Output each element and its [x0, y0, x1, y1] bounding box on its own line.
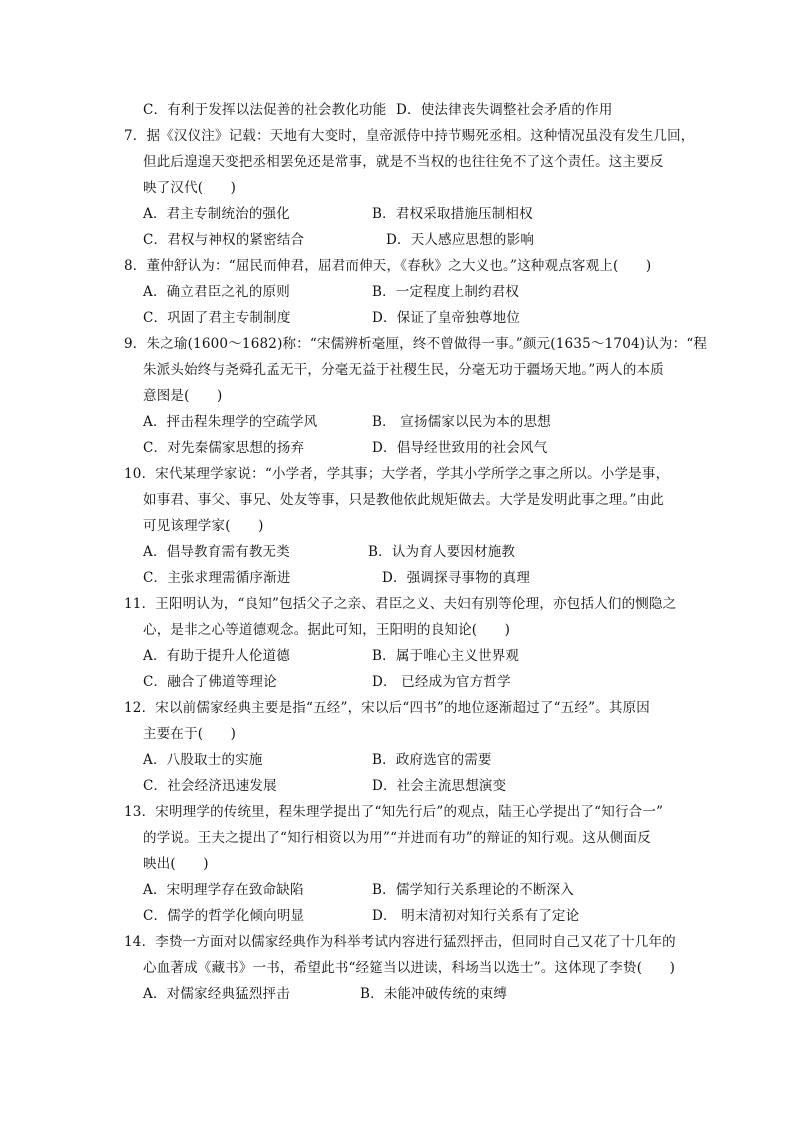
q8-option-b: B．一定程度上制约君权	[372, 284, 520, 300]
q11-option-c: C．融合了佛道等理论	[143, 674, 277, 690]
q13-stem-line2: 的学说。王夫之提出了“知行相资以为用”“并进而有功”的辩证的知行观。这从侧面反	[143, 830, 651, 846]
q11-stem-line1: 11．王阳明认为，“良知”包括父子之亲、君臣之义、夫妇有别等伦理，亦包括人们的恻隐之	[124, 596, 677, 612]
q8-option-d: D．保证了皇帝独尊地位	[372, 310, 521, 326]
q9-stem-line1: 9．朱之瑜(1600～1682)称：“宋儒辨析毫厘，终不曾做得一事。”颜元(1635～1704)认为：“程	[124, 336, 708, 352]
q14-option-a: A．对儒家经典猛烈抨击	[143, 986, 290, 1002]
q8-option-c: C．巩固了君主专制制度	[143, 310, 291, 326]
q11-option-a: A．有助于提升人伦道德	[143, 648, 290, 664]
q13-option-b: B．儒学知行关系理论的不断深入	[372, 882, 574, 898]
q7-option-c: C．君权与神权的紧密结合	[143, 232, 305, 248]
q13-option-c: C．儒学的哲学化倾向明显	[143, 908, 305, 924]
q7-stem-line3: 映了汉代( )	[143, 180, 237, 196]
q10-option-d: D．强调探寻事物的真理	[382, 570, 531, 586]
q6-option-c: C．有利于发挥以法促善的社会教化功能	[143, 102, 387, 118]
q11-stem-line2: 心，是非之心等道德观念。据此可知，王阳明的良知论( )	[143, 622, 511, 638]
q9-option-b: B． 宣扬儒家以民为本的思想	[372, 414, 552, 430]
q10-option-b: B．认为育人要因材施教	[368, 544, 516, 560]
q12-option-a: A．八股取士的实施	[143, 752, 263, 768]
q7-stem-line1: 7．据《汉仪注》记载：天地有大变时，皇帝派侍中持节赐死丞相。这种情况虽没有发生几回，	[124, 128, 695, 144]
q7-option-b: B．君权采取措施压制相权	[372, 206, 533, 222]
q9-option-d: D．倡导经世致用的社会风气	[372, 440, 548, 456]
q12-option-c: C．社会经济迅速发展	[143, 778, 277, 794]
q7-stem-line2: 但此后遑遑天变把丞相罢免还是常事，就是不当权的也往往免不了这个责任。这主要反	[143, 154, 664, 170]
q8-stem-line1: 8．董仲舒认为：“屈民而伸君，屈君而伸天，《春秋》之大义也。”这种观点客观上( )	[124, 258, 652, 274]
q6-option-d: D．使法律丧失调整社会矛盾的作用	[396, 102, 613, 118]
q12-stem-line2: 主要在于( )	[143, 726, 237, 742]
q10-stem-line3: 可见该理学家( )	[143, 518, 264, 534]
q7-option-a: A．君主专制统治的强化	[143, 206, 290, 222]
q10-option-c: C．主张求理需循序渐进	[143, 570, 291, 586]
q13-stem-line3: 映出( )	[143, 856, 209, 872]
q11-option-b: B．属于唯心主义世界观	[372, 648, 520, 664]
q11-option-d: D． 已经成为官方哲学	[372, 674, 511, 690]
q7-option-d: D．天人感应思想的影响	[386, 232, 535, 248]
q13-option-d: D． 明末清初对知行关系有了定论	[372, 908, 580, 924]
q12-option-d: D．社会主流思想演变	[372, 778, 507, 794]
q14-option-b: B．未能冲破传统的束缚	[360, 986, 508, 1002]
q10-stem-line1: 10．宋代某理学家说：“小学者，学其事；大学者，学其小学所学之事之所以。小学是事，	[124, 466, 670, 482]
q10-stem-line2: 如事君、事父、事兄、处友等事，只是教他依此规矩做去。大学是发明此事之理。”由此	[143, 492, 664, 508]
q9-stem-line3: 意图是( )	[143, 388, 223, 404]
q14-stem-line1: 14．李贽一方面对以儒家经典作为科举考试内容进行猛烈抨击，但同时自己又花了十几年的	[124, 934, 676, 950]
q9-option-a: A．抨击程朱理学的空疏学风	[143, 414, 318, 430]
q12-option-b: B．政府选官的需要	[372, 752, 492, 768]
q12-stem-line1: 12．宋以前儒家经典主要是指“五经”，宋以后“四书”的地位逐渐超过了“五经”。其原因	[124, 700, 650, 716]
q10-option-a: A．倡导教育需有教无类	[143, 544, 290, 560]
q9-option-c: C．对先秦儒家思想的扬弃	[143, 440, 305, 456]
q13-option-a: A．宋明理学存在致命缺陷	[143, 882, 304, 898]
q8-option-a: A．确立君臣之礼的原则	[143, 284, 290, 300]
q13-stem-line1: 13．宋明理学的传统里，程朱理学提出了“知先行后”的观点，陆王心学提出了“知行合一”	[124, 804, 664, 820]
q9-stem-line2: 朱派头始终与尧舜孔孟无干，分毫无益于社稷生民，分毫无功于疆场天地。”两人的本质	[143, 362, 664, 378]
q14-stem-line2: 心血著成《藏书》一书，希望此书“经筵当以进读，科场当以选士”。这体现了李贽( )	[143, 960, 676, 976]
